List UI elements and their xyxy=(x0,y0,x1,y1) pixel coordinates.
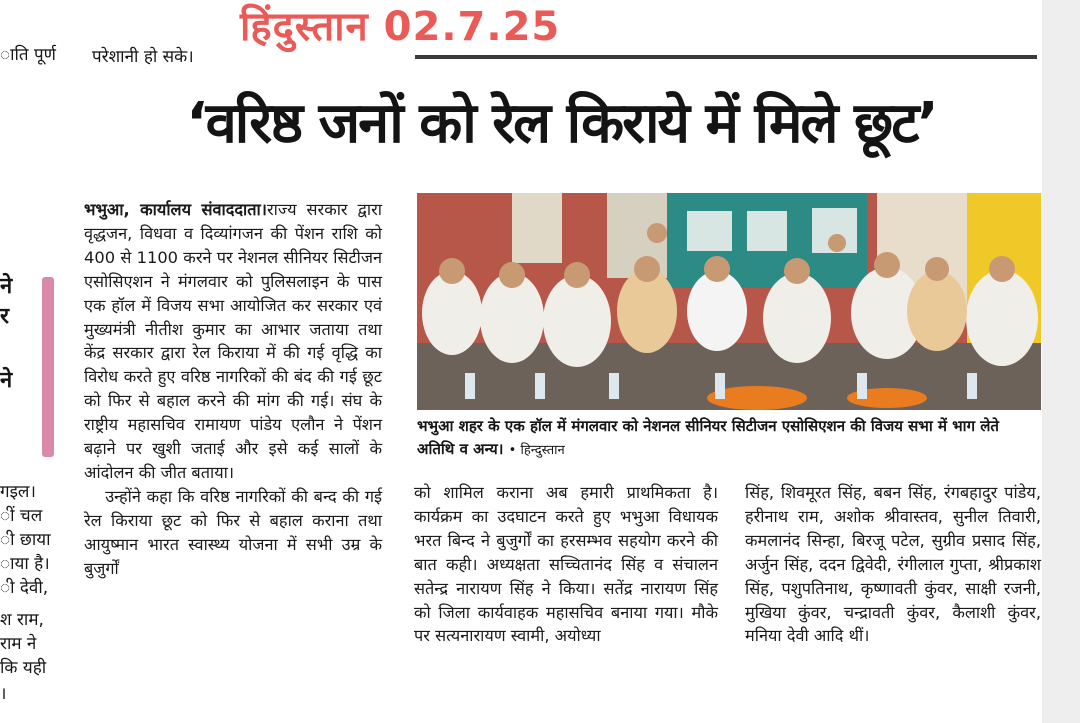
previous-article-snippet: परेशानी हो सके। xyxy=(92,47,194,67)
article-text: राज्य सरकार द्वारा वृद्धजन, विधवा व दिव्यांगजन की पेंशन राशि को 400 से 1100 करने पर नेशनल सीनियर सिटीजन एसोसिएशन ने मंगलवार को पुलिसलाइन के पास एक हॉल में विजय सभा आयोजित कर सरकार एवं मुख्यमंत्री नीतीश कुमार का आभार जताया तथा केंद्र सरकार द्वारा रेल किराया में की गई वृद्धि का विरोध करते हुए वरिष्ठ नागरिकों की बंद की गई छूट को फिर से बहाल करने की मांग की गई। संघ के राष्ट्रीय महासचिव रामायण पांडेय एलौन ने पेंशन बढ़ाने पर खुशी जताई और इसे कई सालों के आंदोलन की जीत बताया। xyxy=(84,200,382,482)
fragment-line: र xyxy=(0,304,9,329)
caption-credit: • हिन्दुस्तान xyxy=(508,443,565,458)
article-column-3 xyxy=(745,481,1041,648)
article-paragraph: को शामिल कराना अब हमारी प्राथमिकता है। कार्यक्रम का उदघाटन करते हुए भभुआ विधायक भरत बिन्द ने बुजुर्गों का हरसम्भव सहयोग करने की बात कही। अध्यक्षता सच्चितानंद सिंह व संचालन सतेन्द्र नारायण सिंह ने किया। सतेंद्र नारायण सिंह को जिला कार्यवाहक महासचिव बनाया गया। मौके पर सत्यनारायण स्वामी, अयोध्या xyxy=(414,483,718,646)
fragment-line: ने xyxy=(0,368,13,393)
fragment-line: गइल। xyxy=(0,482,36,502)
fragment-line: ाति पूर्ण xyxy=(0,45,56,65)
article-paragraph: सिंह, शिवमूरत सिंह, बबन सिंह, रंगबहादुर पांडेय, हरीनाथ राम, अशोक श्रीवास्तव, सुनील तिवारी, कमलानंद सिन्हा, बिरजू पटेल, सुग्रीव प्रसाद सिंह, अर्जुन सिंह, ददन द्विवेदी, रंगीलाल गुप्ता, श्रीप्रकाश सिंह, पशुपतिनाथ, कृष्णावती कुंवर, साक्षी रजनी, मुखिया कुंवर, चन्द्रावती कुंवर, कैलाशी कुंवर, मनिया देवी आदि थीं। xyxy=(745,483,1041,646)
fragment-line: राम ने xyxy=(0,634,37,654)
rule-divider xyxy=(415,55,1037,59)
photo-illustration xyxy=(417,193,1041,410)
caption-text: भभुआ शहर के एक हॉल में मंगलवार को नेशनल सीनियर सिटीजन एसोसिएशन की विजय सभा में भाग लेते अतिथि व अन्य। xyxy=(417,417,999,458)
fragment-line: ाया है। xyxy=(0,554,50,574)
event-photo xyxy=(417,193,1041,410)
dateline: भभुआ, कार्यालय संवाददाता। xyxy=(84,200,267,219)
accent-bar xyxy=(42,277,54,457)
fragment-line: । xyxy=(0,684,7,704)
fragment-line: श राम, xyxy=(0,610,44,630)
headline: ‘वरिष्ठ जनों को रेल किराये में मिले छूट’ xyxy=(186,91,937,156)
fragment-line: कि यही xyxy=(0,658,47,678)
fragment-line: ी देवी, xyxy=(0,578,49,598)
fragment-line: ीं चल xyxy=(0,506,43,526)
page-edge xyxy=(1042,0,1080,723)
article-paragraph: उन्होंने कहा कि वरिष्ठ नागरिकों की बन्द की गई रेल किराया छूट को फिर से बहाल कराना तथा आयुष्मान भारत स्वास्थ्य योजना में सभी उम्र के बुजुर्गों xyxy=(84,486,382,578)
newspaper-masthead: हिंदुस्तान 02.7.25 xyxy=(240,4,561,50)
article-column-2 xyxy=(414,481,718,648)
article-paragraph xyxy=(84,198,382,485)
fragment-line: ने xyxy=(0,274,13,299)
fragment-line: ी छाया xyxy=(0,530,51,550)
article-column-1 xyxy=(84,198,382,581)
adjacent-column-fragments xyxy=(0,0,68,723)
photo-caption xyxy=(417,415,1041,462)
